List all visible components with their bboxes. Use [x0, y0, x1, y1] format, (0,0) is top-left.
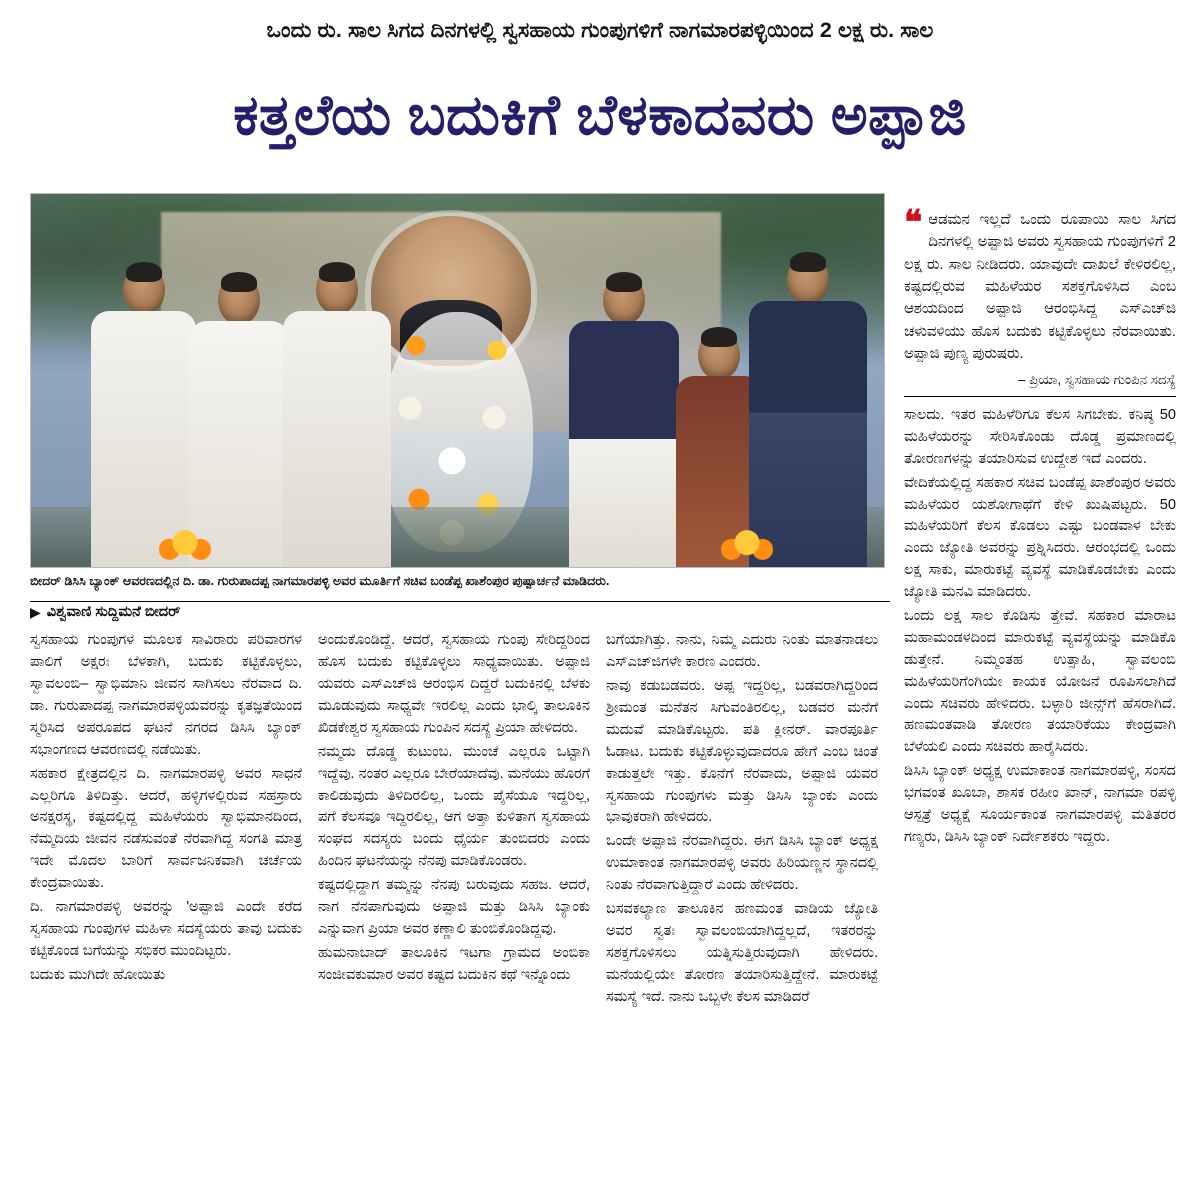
right-rail: [904, 193, 1176, 1011]
kicker-line: ಒಂದು ರು. ಸಾಲ ಸಿಗದ ದಿನಗಳಲ್ಲಿ ಸ್ವಸಹಾಯ ಗುಂಪುಗಳಿಗೆ ನಾಗಮಾರಪಳ್ಳಿಯಿಂದ 2 ಲಕ್ಷ ರು. ಸಾಲ: [266, 18, 934, 42]
paragraph: ನಾವು ಕಡುಬಡವರು. ಅಪ್ಪ ಇದ್ದರಿಲ್ಲ, ಬಡವರಾಗಿದ್ದರಿಂದ ಶ್ರೀಮಂತ ಮನೆತನ ಸಿಗುವಂತಿರಲಿಲ್ಲ, ಬಡವರ ಮನೆಗೆ ಮದುವೆ ಮಾಡಿಕೊಟ್ಟರು. ಪತಿ ಕ್ಲೀನರ್. ವಾರಪೂರ್ತಿ ಓಡಾಟ. ಬದುಕು ಕಟ್ಟಿಕೊಳ್ಳುವುದಾದರೂ ಹೇಗೆ ಎಂಬ ಚಿಂತೆ ಕಾಡುತ್ತಲೇ ಇತ್ತು. ಕೊನೆಗೆ ನೆರವಾದು, ಅಪ್ಪಾಜಿ ಯವರ ಸ್ವಸಹಾಯ ಗುಂಪುಗಳು ಮತ್ತು ಡಿಸಿಸಿ ಬ್ಯಾಂಕು ಎಂದು ಭಾವುಕರಾಗಿ ಹೇಳಿದರು.: [606, 678, 878, 826]
photo-flowers-left: [159, 529, 211, 563]
photo-flowers-right: [721, 529, 773, 563]
paragraph: ಹುಮನಾಬಾದ್ ತಾಲೂಕಿನ ಇಟಗಾ ಗ್ರಾಮದ ಅಂಬಿಕಾ ಸಂಜೀವಕುಮಾರ ಅವರ ಕಷ್ಟದ ಬದುಕಿನ ಕಥೆ ಇನ್ನೊಂದು: [318, 944, 590, 983]
rail-article-text: [904, 405, 1176, 849]
newspaper-logo-icon: ▶: [30, 604, 41, 621]
byline-label: ವಿಶ್ವವಾಣಿ ಸುದ್ದಿಮನೆ ಬೀದರ್: [46, 604, 181, 621]
article-column-3: [606, 630, 878, 1010]
paragraph: ಸಾಲದು. ಇತರ ಮಹಿಳೆರಿಗೂ ಕೆಲಸ ಸಿಗಬೇಕು. ಕನಿಷ್ಠ 50 ಮಹಿಳೆಯರನ್ನು ಸೇರಿಸಿಕೊಂಡು ದೊಡ್ಡ ಪ್ರಮಾಣದಲ್ಲಿ ತೋರಣಗಳನ್ನು ತಯಾರಿಸುವ ಉದ್ದೇಶ ಇದೆ ಎಂದರು.: [904, 406, 1176, 467]
paragraph: ಒಂದು ಲಕ್ಷ ಸಾಲ ಕೊಡಿಸು ತ್ತೇವೆ. ಸಹಕಾರ ಮಾರಾಟ ಮಹಾಮಂಡಳದಿಂದ ಮಾರುಕಟ್ಟೆ ವ್ಯವಸ್ಥೆಯನ್ನು ಮಾಡಿಕೊ ಡುತ್ತೇನೆ. ನಿಮ್ಮಂತಹ ಉತ್ಸಾಹಿ, ಸ್ವಾವಲಂಬಿ ಮಹಿಳೆಯರಿಗೆಂಗಿಯೇ ಕಾಯಕ ಯೋಜನೆ ರೂಪಿಸಲಾಗಿದೆ ಎಂದು ಸಚಿವರು ಹೇಳಿದರು. ಬಳ್ಳಾರಿ ಜೀನ್ಸ್‌ಗೆ ಹೆಸರಾಗಿದೆ. ಹಣಮಂತವಾಡಿ ತೋರಣ ತಯಾರಿಕೆಯು ಕೇಂದ್ರವಾಗಿ ಬೆಳೆಯಲಿ ಎಂದು ಸಚಿವರು ಹಾರೈಸಿದರು.: [904, 607, 1176, 756]
paragraph: ವೇದಿಕೆಯಲ್ಲಿದ್ದ ಸಹಕಾರ ಸಚಿವ ಬಂಡೆಪ್ಪ ಖಾಶೆಂಪುರ ಅವರು ಮಹಿಳೆಯರ ಯಶೋಗಾಥೆಗೆ ಕೇಳಿ ಖುಷಿಪಟ್ಟರು. 50 ಮಹಿಳೆಯರಿಗೆ ಕೆಲಸ ಕೊಡಲು ಎಷ್ಟು ಬಂಡವಾಳ ಬೇಕು ಎಂದು ಜ್ಯೋತಿ ಅವರನ್ನು ಪ್ರಶ್ನಿಸಿದರು. ಆರಂಭದಲ್ಲಿ ಒಂದು ಲಕ್ಷ ಸಾಕು, ಮಾರುಕಟ್ಟೆ ವ್ಯವಸ್ಥೆ ಮಾಡಿಕೊಡಬೇಕು ಎಂದು ಜ್ಯೋತಿ ಮನವಿ ಮಾಡಿದರು.: [904, 474, 1176, 601]
paragraph: ಡಿಸಿಸಿ ಬ್ಯಾಂಕ್ ಅಧ್ಯಕ್ಷ ಉಮಾಕಾಂತ ನಾಗಮಾರಪಳ್ಳಿ, ಸಂಸದ ಭಗವಂತ ಖೂಬಾ, ಶಾಸಕ ರಹೀಂ ಖಾನ್, ನಾಗಮಾ ರಪಳ್ಳಿ ಆಸ್ಪತ್ರೆ ಅಧ್ಯಕ್ಷೆ ಸೂರ್ಯಕಾಂತ ನಾಗಮಾರಪಳ್ಳಿ ಮತಿತರರ ಗಣ್ಯರು, ಡಿಸಿಸಿ ಬ್ಯಾಂಕ್ ನಿರ್ದೇಶಕರು ಇದ್ದರು.: [904, 763, 1176, 845]
person-head: [218, 275, 260, 325]
person-head: [603, 275, 645, 325]
person-body: [569, 321, 679, 567]
rail-divider: [904, 396, 1176, 397]
paragraph: ಬದುಕು ಮುಗಿದೇ ಹೋಯಿತು: [30, 966, 166, 983]
photo-person-1: [91, 267, 196, 567]
article-column-1: [30, 630, 302, 1010]
pull-quote: [904, 204, 1176, 366]
paragraph: ಸಹಕಾರ ಕ್ಷೇತ್ರದಲ್ಲಿನ ದಿ. ನಾಗಮಾರಪಳ್ಳಿ ಅವರ ಸಾಧನೆ ಎಲ್ಲರಿಗೂ ತಿಳಿದಿತ್ತು. ಆದರೆ, ಹಳ್ಳಿಗಳಲ್ಲಿರುವ ಸಹಸ್ರಾರು ಅನಕ್ಷರಸ್ಥ, ಕಷ್ಟದಲ್ಲಿದ್ದ ಮಹಿಳೆಯರು ಸ್ವಾಭಿಮಾನದಿಂದ, ನೆಮ್ಮದಿಯ ಜೀವನ ನಡೆಸುವಂತೆ ನೆರವಾಗಿದ್ದ ಸಂಗತಿ ಮಾತ್ರ ಇದೇ ಮೊದಲ ಬಾರಿಗೆ ಸಾರ್ವಜನಿಕವಾಗಿ ಚರ್ಚೆಯ ಕೇಂದ್ರವಾಯಿತು.: [30, 765, 302, 892]
person-body: [283, 311, 391, 567]
paragraph: ಒಂದೇ ಅಪ್ಪಾಜಿ ನೆರವಾಗಿದ್ದರು. ಈಗ ಡಿಸಿಸಿ ಬ್ಯಾಂಕ್ ಅಧ್ಯಕ್ಷ ಉಮಾಕಾಂತ ನಾಗಮಾರಪಳ್ಳಿ ಅವರು ಹಿರಿಯಣ್ಣನ ಸ್ಥಾನದಲ್ಲಿ ನಿಂತು ನೆರವಾಗುತ್ತಿದ್ದಾರೆ ಎಂದು ಹೇಳಿದರು.: [606, 833, 878, 894]
byline: [30, 601, 890, 628]
person-head: [698, 330, 740, 380]
article-columns: [30, 628, 890, 1010]
person-head: [316, 265, 358, 315]
photo-person-3: [283, 267, 391, 567]
news-photo: [30, 193, 885, 568]
left-block: [30, 193, 890, 1011]
paragraph: ಬಸವಕಲ್ಯಾಣ ತಾಲೂಕಿನ ಹಣಮಂತ ವಾಡಿಯ ಜ್ಯೋತಿ ಅವರ ಸ್ವತಃ ಸ್ವಾವಲಂಬಿಯಾಗಿದ್ದಲ್ಲದೆ, ಇತರರನ್ನು ಸಶಕ್ತಗೊಳಿಸಲು ಯತ್ನಿಸುತ್ತಿರುವುದಾಗಿ ಹೇಳಿದರು. ಮನೆಯಲ್ಲಿಯೇ ತೋರಣ ತಯಾರಿಸುತ್ತಿದ್ದೇನೆ. ಮಾರುಕಟ್ಟೆ ಸಮಸ್ಯೆ ಇದೆ. ನಾನು ಒಬ್ಬಳೇ ಕೆಲಸ ಮಾಡಿದರೆ: [606, 900, 878, 1005]
paragraph: ಸ್ವಸಹಾಯ ಗುಂಪುಗಳ ಮೂಲಕ ಸಾವಿರಾರು ಪರಿವಾರಗಳ ಪಾಲಿಗೆ ಅಕ್ಷರಃ ಬೆಳಕಾಗಿ, ಬದುಕು ಕಟ್ಟಿಕೊಳ್ಳಲು, ಸ್ವಾವಲಂಬಿ– ಸ್ವಾಭಿಮಾನಿ ಜೀವನ ಸಾಗಿಸಲು ನೆರವಾದ ದಿ. ಡಾ. ಗುರುಪಾದಪ್ಪ ನಾಗಮಾರಪಳ್ಳಿಯವರನ್ನು ಕೃತಜ್ಞತೆಯಿಂದ ಸ್ಮರಿಸಿದ ಅಪರೂಪದ ಘಟನೆ ನಗರದ ಡಿಸಿಸಿ ಬ್ಯಾಂಕ್ ಸಭಾಂಗಣದ ಆವರಣದಲ್ಲಿ ನಡೆಯಿತು.: [30, 632, 302, 758]
paragraph: ಬಗೆಯಾಗಿತ್ತು. ನಾನು, ನಿಮ್ಮ ಎದುರು ನಿಂತು ಮಾತನಾಡಲು ಎಸ್‌ಎಚ್‌ಜಿಗಳೇ ಕಾರಣ ಎಂದರು.: [606, 632, 878, 671]
quote-mark-icon: ❝: [904, 204, 923, 242]
photo-person-4: [569, 277, 679, 567]
page-headline: ಕತ್ತಲೆಯ ಬದುಕಿಗೆ ಬೆಳಕಾದವರು ಅಪ್ಪಾಜಿ: [233, 83, 967, 147]
photo-caption: ಬೀದರ್ ಡಿಸಿಸಿ ಬ್ಯಾಂಕ್ ಆವರಣದಲ್ಲಿನ ದಿ. ಡಾ. ಗುರುಪಾದಪ್ಪ ನಾಗಮಾರಪಳ್ಳಿ ಅವರ ಮೂರ್ತಿಗೆ ಸಚಿವ ಬಂಡೆಪ್ಪ ಖಾಶೆಂಪುರ ಪುಷ್ಪಾರ್ಚನೆ ಮಾಡಿದರು.: [30, 573, 610, 588]
photo-person-2: [189, 277, 289, 567]
person-body: [749, 301, 867, 567]
paragraph: ಕಷ್ಟದಲ್ಲಿದ್ದಾಗ ತಮ್ಮನ್ನು ನೆನಪು ಬರುವುದು ಸಹಜ. ಆದರೆ, ನಾಗ ನೆನಪಾಗುವುದು ಅಪ್ಪಾಜಿ ಮತ್ತು ಡಿಸಿಸಿ ಬ್ಯಾಂಕು ಎನ್ನುವಾಗ ಪ್ರಿಯಾ ಅವರ ಕಣ್ಣಾಲಿ ತುಂಬಿಕೊಂಡಿದ್ದವು.: [318, 877, 590, 937]
paragraph: ನಮ್ಮದು ದೊಡ್ಡ ಕುಟುಂಬ. ಮುಂಚೆ ಎಲ್ಲರೂ ಒಟ್ಟಾಗಿ ಇದ್ದೆವು. ನಂತರ ಎಲ್ಲರೂ ಬೇರೆಯಾದೆವು. ಮನೆಯು ಹೊರಗೆ ಕಾಲಿಡುವುದು ತಿಳಿದಿರಲಿಲ್ಲ, ಒಂದು ಪೈಸೆಯೂ ಇದ್ದರಿಲ್ಲ, ಪಗೆ ಕೆಲಸವೂ ಇದ್ದಿರಲಿಲ್ಲ, ಆಗ ಅತ್ತಾ ಕುಳಿತಾಗ ಸ್ವಸಹಾಯ ಸಂಘದ ಸದಸ್ಯರು ಬಂದು ಧೈರ್ಯ ತುಂಬಿದರು ಎಂದು ಹಿಂದಿನ ಘಟನೆಯನ್ನು ನೆನಪು ಮಾಡಿಕೊಂಡರು.: [318, 743, 590, 870]
person-head: [123, 265, 165, 315]
pull-quote-attribution: – ಪ್ರಿಯಾ, ಸ್ವಸಹಾಯ ಗುಂಪಿನ ಸದಸ್ಯೆ: [1018, 371, 1176, 387]
photo-person-6: [749, 257, 867, 567]
person-head: [787, 255, 829, 305]
paragraph: ಅಂದುಕೊಂಡಿದ್ದೆ. ಆದರೆ, ಸ್ವಸಹಾಯ ಗುಂಪು ಸೇರಿದ್ದರಿಂದ ಹೊಸ ಬದುಕು ಕಟ್ಟಿಕೊಳ್ಳಲು ಸಾಧ್ಯವಾಯಿತು. ಅಪ್ಪಾಜಿ ಯವರು ಎಸ್‌ಎಚ್‌ಜಿ ಆರಂಭಿಸ ದಿದ್ದರೆ ಬದುಕಿನಲ್ಲಿ ಬೆಳಕು ಮೂಡುವುದು ಸಾಧ್ಯವೇ ಇರಲಿಲ್ಲ ಎಂದು ಭಾಲ್ಕಿ ತಾಲೂಕಿನ ಖಿಡಕೇಶ್ವರ ಸ್ವಸಹಾಯ ಗುಂಪಿನ ಸದಸ್ಯೆ ಪ್ರಿಯಾ ಹೇಳಿದರು.: [318, 632, 590, 736]
article-column-2: [318, 630, 590, 1010]
content-wrap: [0, 193, 1200, 1011]
pull-quote-text: ಆಡಮನ ಇಲ್ಲದೆ ಒಂದು ರೂಪಾಯಿ ಸಾಲ ಸಿಗದ ದಿನಗಳಲ್ಲಿ ಅಪ್ಪಾಜಿ ಅವರು ಸ್ವಸಹಾಯ ಗುಂಪುಗಳಿಗೆ 2 ಲಕ್ಷ ರು. ಸಾಲ ನೀಡಿದರು. ಯಾವುದೇ ದಾಖಲೆ ಕೇಳಿರಲಿಲ್ಲ, ಕಷ್ಟದಲ್ಲಿರುವ ಮಹಿಳೆಯರ ಸಶಕ್ತಗೊಳಿಸಿದ ಎಂಬ ಆಶಯದಿಂದ ಅಪ್ಪಾಜಿ ಆರಂಭಿಸಿದ್ದ ಎಸ್‌ಎಚ್‌ಜಿ ಚಳುವಳಿಯು ಹೊಸ ಬದುಕು ಕಟ್ಟಿಕೊಳ್ಳಲು ನೆರವಾಯಿತು. ಅಪ್ಪಾಜಿ ಪುಣ್ಯ ಪುರುಷರು.: [904, 211, 1176, 363]
paragraph: ದಿ. ನಾಗಮಾರಪಳ್ಳಿ ಅವರನ್ನು 'ಅಪ್ಪಾಜಿ ಎಂದೇ ಕರೆದ ಸ್ವಸಹಾಯ ಗುಂಪುಗಳ ಮಹಿಳಾ ಸದಸ್ಯೆಯರು ತಾವು ಬದುಕು ಕಟ್ಟಿಕೊಂಡ ಬಗೆಯನ್ನು ಸಭಿಕರ ಮುಂದಿಟ್ಟರು.: [30, 898, 302, 959]
